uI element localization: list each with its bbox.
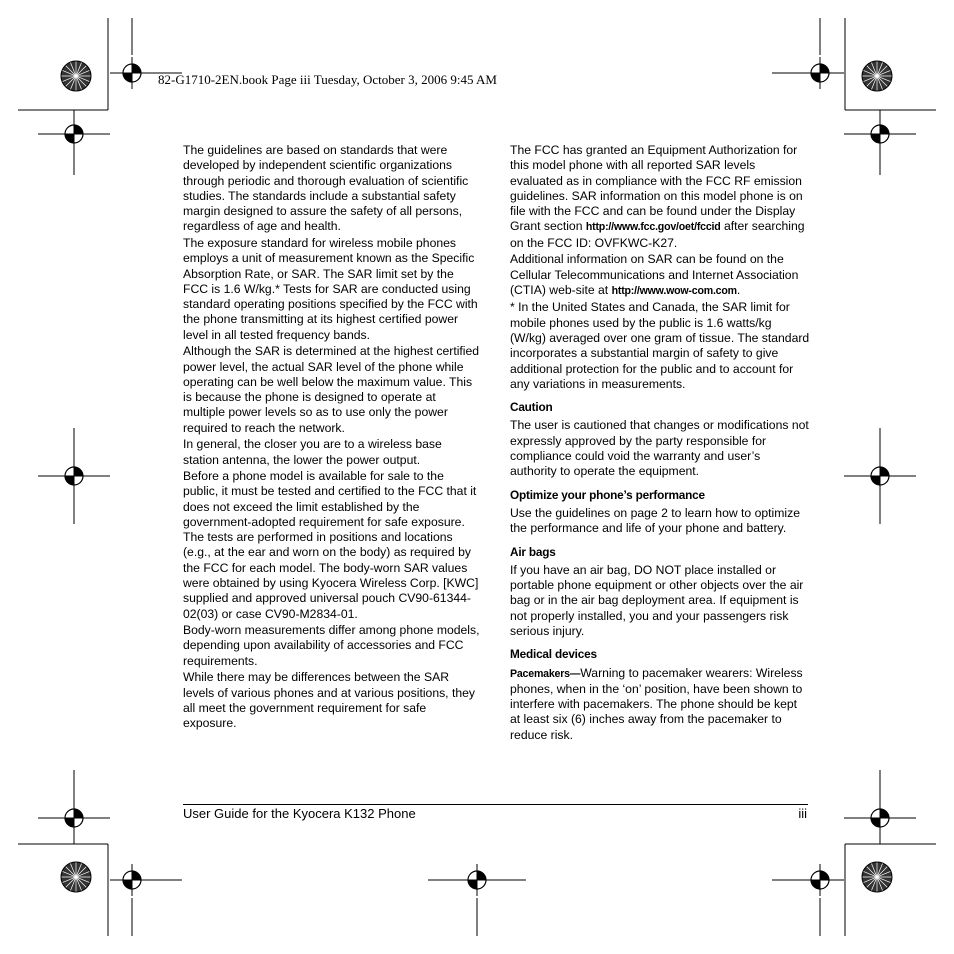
paragraph-tail: after searching on the FCC ID: OVFKWC-K27. <box>510 219 805 250</box>
star-target-bottom-right <box>862 862 892 892</box>
paragraph: Before a phone model is available for sale to the public, it must be tested and certified to the FCC that it does not exceed the limit established by the government-adopted requirement for safe exposure. The tests are performed in positions and locations (e.g., at the ear and worn on the body) as required by the FCC for each model. The body-worn SAR values were obtained by using Kyocera Wireless Corp. [KWC] supplied and approved universal pouch CV90-61344-02(03) or case CV90-M2834-01. <box>183 468 479 621</box>
airbags-heading: Air bags <box>510 544 556 559</box>
paragraph: If you have an air bag, DO NOT place installed or portable phone equipment or other objects over the air bag or in the air bag deployment area. If equipment is not properly installed, you and your passengers risk serious injury. <box>510 562 804 638</box>
paragraph <box>510 666 810 743</box>
ctia-link[interactable]: http://www.wow-com.com <box>611 284 737 297</box>
paragraph: The guidelines are based on standards that were developed by independent scientific organizations through periodic and thorough evaluation of scientific studies. The standards include a substantial safety margin designed to assure the safety of all persons, regardless of age and health. <box>183 143 469 234</box>
left-column <box>183 143 480 733</box>
paragraph <box>510 252 810 299</box>
paragraph: In general, the closer you are to a wireless base station antenna, the lower the power output. <box>183 437 442 467</box>
paragraph: Although the SAR is determined at the highest certified power level, the actual SAR level of the phone while operating can be well below the maximum value. This is because the phone is designed to operate at multiple power levels so as to use only the power required to reach the network. <box>183 344 480 435</box>
paragraph-text: Warning to pacemaker wearers: Wireless phones, when in the ‘on’ position, have been shown to interfere with pacemakers. The phone should be kept at least six (6) inches away from the pacemaker to reduce risk. <box>510 665 803 742</box>
pacemakers-label: Pacemakers— <box>510 667 581 680</box>
paragraph-tail: . <box>736 282 741 297</box>
paragraph: Use the guidelines on page 2 to learn how to optimize the performance and life of your phone and battery. <box>510 505 800 536</box>
right-column <box>510 143 810 744</box>
paragraph-text: The FCC has granted an Equipment Authorization for this model phone with all reported SAR levels evaluated as in compliance with the FCC RF emission guidelines. SAR information on this model phone is on file with the FCC and can be found under the Display Grant section <box>510 143 803 234</box>
paragraph-text: Additional information on SAR can be found on the Cellular Telecommunications and Internet Association (CTIA) web-site at <box>510 252 799 297</box>
paragraph: Body-worn measurements differ among phone models, depending upon availability of accessories and FCC requirements. <box>183 623 480 668</box>
paragraph <box>510 143 810 251</box>
medical-devices-heading: Medical devices <box>510 647 597 662</box>
paragraph: * In the United States and Canada, the SAR limit for mobile phones used by the public is 1.6 watts/kg (W/kg) averaged over one gram of tissue. The standard incorporates a substantial margin of safety to give additional protection for the public and to account for any variations in measurements. <box>510 300 810 391</box>
star-target-top-right <box>862 61 892 91</box>
caution-heading: Caution <box>510 400 553 415</box>
footer-page-number: iii <box>798 806 807 821</box>
paragraph: The exposure standard for wireless mobile phones employs a unit of measurement known as the Specific Absorption Rate, or SAR. The SAR limit set by the FCC is 1.6 W/kg.* Tests for SAR are conducted using standard operating positions specified by the FCC with the phone transmitting at its highest certified power level in all tested frequency bands. <box>183 235 478 342</box>
print-slug-header: 82-G1710-2EN.book Page iii Tuesday, October 3, 2006 9:45 AM <box>158 72 497 87</box>
paragraph: While there may be differences between the SAR levels of various phones and at various positions, they all meet the government requirement for safe exposure. <box>183 670 475 731</box>
footer-guide-title: User Guide for the Kyocera K132 Phone <box>183 806 416 821</box>
optimize-heading: Optimize your phone’s performance <box>510 487 705 502</box>
footer-rule <box>183 804 808 805</box>
fcc-id-link[interactable]: http://www.fcc.gov/oet/fccid <box>585 221 721 234</box>
star-target-bottom-left <box>61 862 91 892</box>
star-target-top-left <box>61 61 91 91</box>
paragraph: The user is cautioned that changes or modifications not expressly approved by the party responsible for compliance could void the warranty and user’s authority to operate the equipment. <box>510 418 809 479</box>
